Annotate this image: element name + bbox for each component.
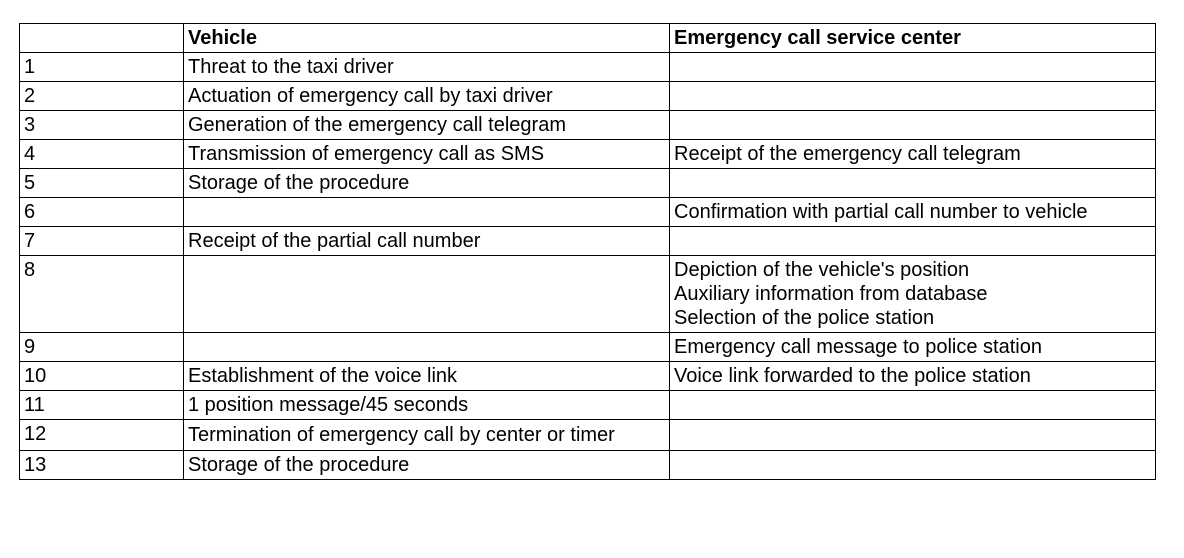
row-number: 8: [20, 256, 184, 333]
center-step-text: Voice link forwarded to the police station: [674, 365, 1031, 387]
row-number: 2: [20, 82, 184, 111]
vehicle-step-text: Generation of the emergency call telegram: [188, 114, 566, 136]
center-cell: [670, 391, 1156, 420]
center-cell: [670, 140, 1156, 169]
row-number: 1: [20, 53, 184, 82]
table-body: [20, 53, 1156, 480]
row-number: 12: [20, 420, 184, 451]
procedure-table: [19, 23, 1156, 480]
table-row: [20, 140, 1156, 169]
vehicle-cell: [184, 82, 670, 111]
vehicle-cell: [184, 451, 670, 480]
vehicle-cell: [184, 169, 670, 198]
row-number: 9: [20, 333, 184, 362]
row-number: 11: [20, 391, 184, 420]
center-cell: [670, 53, 1156, 82]
center-cell: [670, 227, 1156, 256]
row-number: 5: [20, 169, 184, 198]
table-row: [20, 82, 1156, 111]
vehicle-cell: [184, 333, 670, 362]
table-row: [20, 256, 1156, 333]
center-cell: [670, 111, 1156, 140]
vehicle-cell: [184, 53, 670, 82]
vehicle-step-text: Receipt of the partial call number: [188, 230, 481, 252]
center-cell: [670, 169, 1156, 198]
table-row: [20, 362, 1156, 391]
table-row: [20, 391, 1156, 420]
row-number: 10: [20, 362, 184, 391]
table-row: [20, 53, 1156, 82]
center-step-text: Confirmation with partial call number to vehicle: [674, 201, 1088, 223]
vehicle-step-text: Threat to the taxi driver: [188, 56, 394, 78]
vehicle-cell: [184, 256, 670, 333]
vehicle-cell: [184, 362, 670, 391]
center-cell: [670, 198, 1156, 227]
vehicle-step-text: Establishment of the voice link: [188, 365, 458, 387]
vehicle-cell: [184, 198, 670, 227]
table-row: [20, 227, 1156, 256]
vehicle-step-text: Storage of the procedure: [188, 172, 410, 194]
header-emergency-center: Emergency call service center: [670, 24, 1156, 53]
row-number: 7: [20, 227, 184, 256]
table-row: [20, 198, 1156, 227]
center-step-text: Selection of the police station: [674, 307, 935, 329]
vehicle-step-text: 1 position message/45 seconds: [188, 394, 469, 416]
row-number: 13: [20, 451, 184, 480]
header-vehicle: Vehicle: [184, 24, 670, 53]
center-cell: [670, 451, 1156, 480]
vehicle-cell: [184, 227, 670, 256]
vehicle-step-text: Transmission of emergency call as SMS: [188, 143, 545, 165]
center-step-text: Emergency call message to police station: [674, 336, 1042, 358]
table-row: [20, 169, 1156, 198]
vehicle-cell: [184, 420, 670, 451]
vehicle-step-text: Actuation of emergency call by taxi driver: [188, 85, 553, 107]
center-cell: [670, 362, 1156, 391]
vehicle-cell: [184, 111, 670, 140]
row-number: 6: [20, 198, 184, 227]
center-cell: [670, 82, 1156, 111]
vehicle-step-text: Termination of emergency call by center or timer: [188, 424, 615, 446]
center-cell: [670, 420, 1156, 451]
center-cell: [670, 256, 1156, 333]
table-row: [20, 420, 1156, 451]
center-step-text: Depiction of the vehicle's position: [674, 259, 970, 281]
vehicle-cell: [184, 391, 670, 420]
table-header-row: [20, 24, 1156, 53]
row-number: 4: [20, 140, 184, 169]
header-number: [20, 24, 184, 53]
vehicle-cell: [184, 140, 670, 169]
center-step-text: Auxiliary information from database: [674, 283, 988, 305]
center-cell: [670, 333, 1156, 362]
table-row: [20, 111, 1156, 140]
center-step-text: Receipt of the emergency call telegram: [674, 143, 1021, 165]
table-row: [20, 451, 1156, 480]
row-number: 3: [20, 111, 184, 140]
vehicle-step-text: Storage of the procedure: [188, 454, 410, 476]
table-row: [20, 333, 1156, 362]
